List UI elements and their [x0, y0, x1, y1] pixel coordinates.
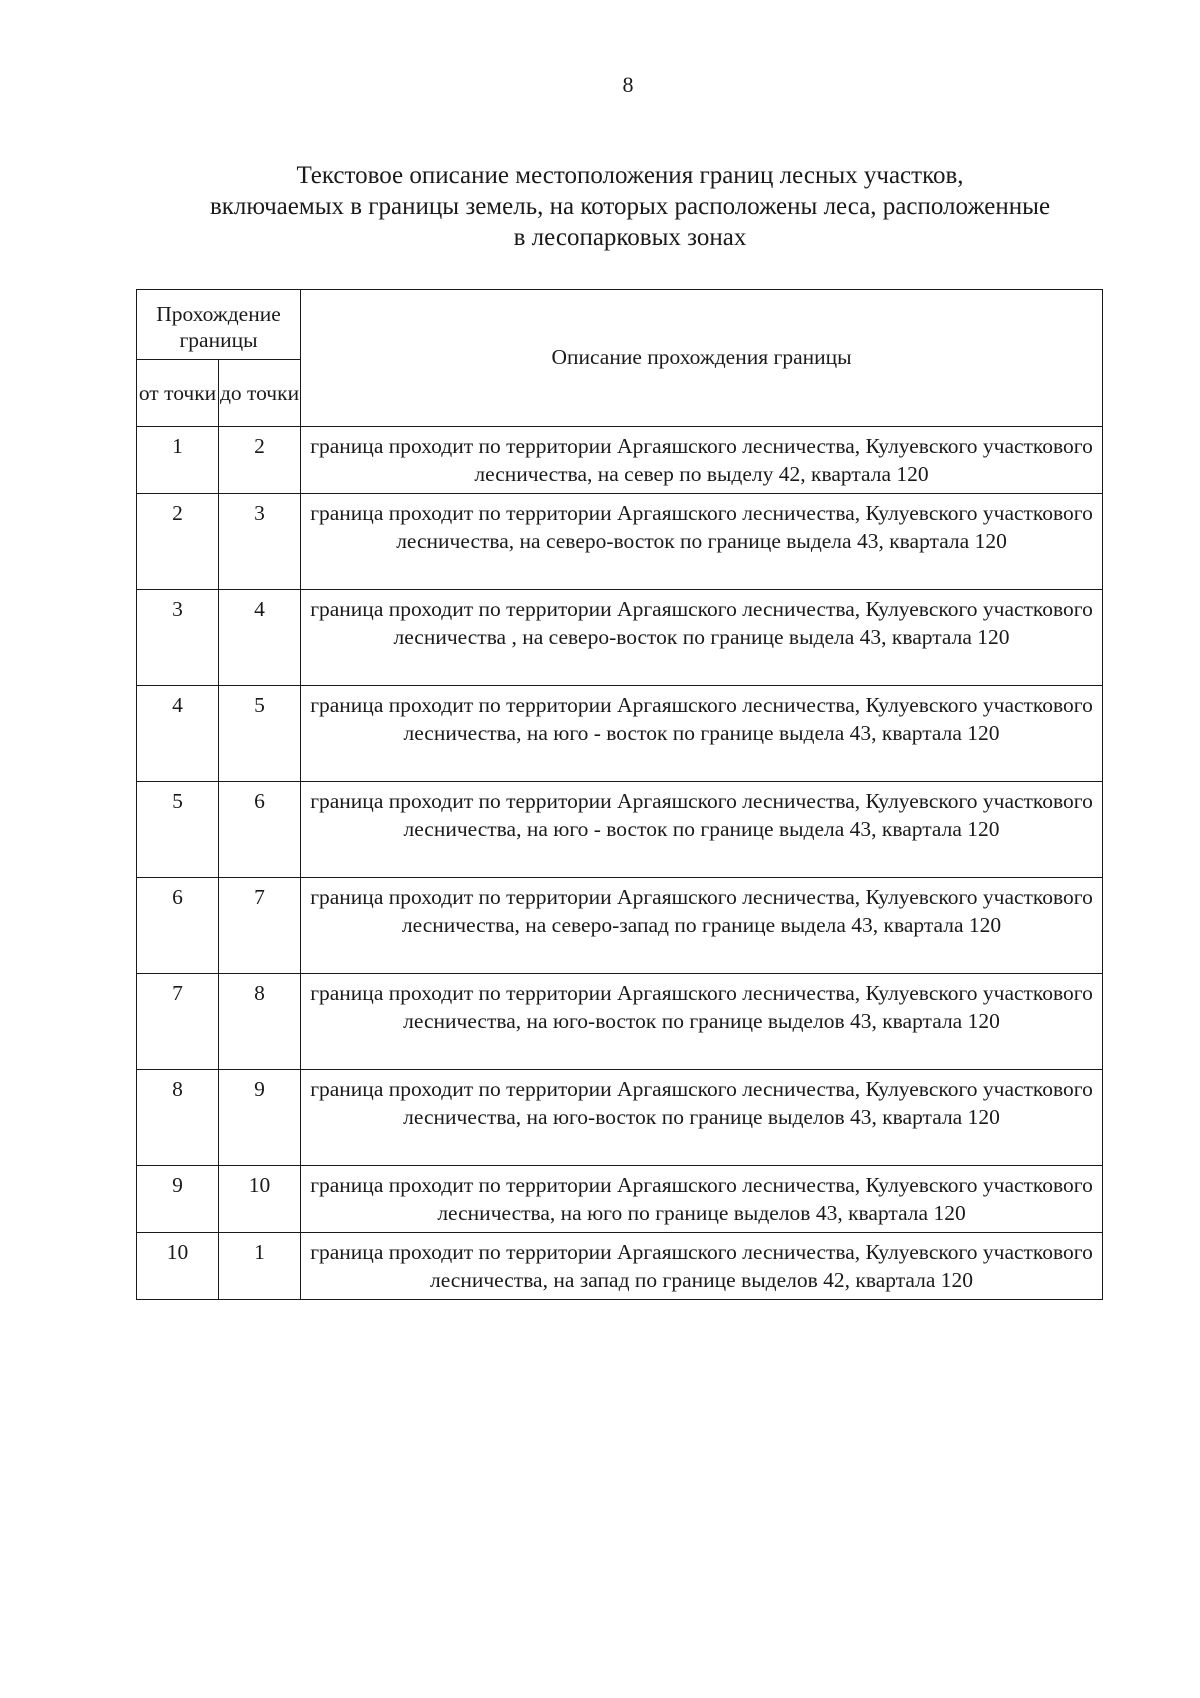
cell-to-point: 8 — [219, 974, 301, 1070]
table-row — [137, 974, 1103, 1070]
cell-to-point: 6 — [219, 782, 301, 878]
header-from-point: от точки — [137, 360, 219, 427]
boundary-table — [136, 289, 1103, 1300]
cell-to-point: 7 — [219, 878, 301, 974]
cell-description: граница проходит по территории Аргаяшского лесничества, Кулуевского участкового лесничества, на север по выделу 42, квартала 120 — [301, 427, 1103, 494]
title-line-3: в лесопарковых зонах — [513, 224, 747, 251]
document-title — [130, 160, 1130, 253]
header-to-point: до точки — [219, 360, 301, 427]
cell-description: граница проходит по территории Аргаяшского лесничества, Кулуевского участкового лесничества, на северо-восток по границе выдела 43, квартала 120 — [301, 494, 1103, 590]
title-line-2: включаемых в границы земель, на которых расположены леса, расположенные — [209, 193, 1051, 220]
table-row — [137, 494, 1103, 590]
cell-from-point: 6 — [137, 878, 219, 974]
cell-from-point: 4 — [137, 686, 219, 782]
cell-description: граница проходит по территории Аргаяшского лесничества, Кулуевского участкового лесничества, на юго - восток по границе выдела 43, квартала 120 — [301, 782, 1103, 878]
table-row — [137, 590, 1103, 686]
cell-description: граница проходит по территории Аргаяшского лесничества, Кулуевского участкового лесничества, на юго-восток по границе выделов 43, квартала 120 — [301, 974, 1103, 1070]
cell-description: граница проходит по территории Аргаяшского лесничества, Кулуевского участкового лесничества, на юго - восток по границе выдела 43, квартала 120 — [301, 686, 1103, 782]
table-row — [137, 1070, 1103, 1166]
cell-to-point: 5 — [219, 686, 301, 782]
cell-description: граница проходит по территории Аргаяшского лесничества, Кулуевского участкового лесничества, на запад по границе выделов 42, квартала 120 — [301, 1233, 1103, 1300]
cell-description: граница проходит по территории Аргаяшского лесничества, Кулуевского участкового лесничества, на юго по границе выделов 43, квартала 120 — [301, 1166, 1103, 1233]
table-row — [137, 878, 1103, 974]
cell-from-point: 1 — [137, 427, 219, 494]
cell-from-point: 9 — [137, 1166, 219, 1233]
cell-from-point: 7 — [137, 974, 219, 1070]
table-row — [137, 686, 1103, 782]
cell-to-point: 4 — [219, 590, 301, 686]
table-row — [137, 427, 1103, 494]
cell-to-point: 1 — [219, 1233, 301, 1300]
title-line-1: Текстовое описание местоположения границ лесных участков, — [296, 162, 964, 189]
cell-to-point: 2 — [219, 427, 301, 494]
header-description: Описание прохождения границы — [301, 290, 1103, 427]
table-row — [137, 1166, 1103, 1233]
page-number: 8 — [622, 72, 634, 97]
boundary-table-container — [136, 289, 1102, 1300]
cell-to-point: 10 — [219, 1166, 301, 1233]
cell-from-point: 5 — [137, 782, 219, 878]
cell-from-point: 2 — [137, 494, 219, 590]
cell-from-point: 10 — [137, 1233, 219, 1300]
table-row — [137, 1233, 1103, 1300]
cell-description: граница проходит по территории Аргаяшского лесничества, Кулуевского участкового лесничества, на северо-запад по границе выдела 43, квартала 120 — [301, 878, 1103, 974]
cell-description: граница проходит по территории Аргаяшского лесничества, Кулуевского участкового лесничества, на юго-восток по границе выделов 43, квартала 120 — [301, 1070, 1103, 1166]
table-row — [137, 782, 1103, 878]
cell-to-point: 9 — [219, 1070, 301, 1166]
header-boundary-passage: Прохождение границы — [137, 290, 301, 360]
cell-from-point: 8 — [137, 1070, 219, 1166]
cell-from-point: 3 — [137, 590, 219, 686]
cell-description: граница проходит по территории Аргаяшского лесничества, Кулуевского участкового лесничества , на северо-восток по границе выдела 43, квартала 120 — [301, 590, 1103, 686]
table-header-row — [137, 290, 1103, 360]
cell-to-point: 3 — [219, 494, 301, 590]
